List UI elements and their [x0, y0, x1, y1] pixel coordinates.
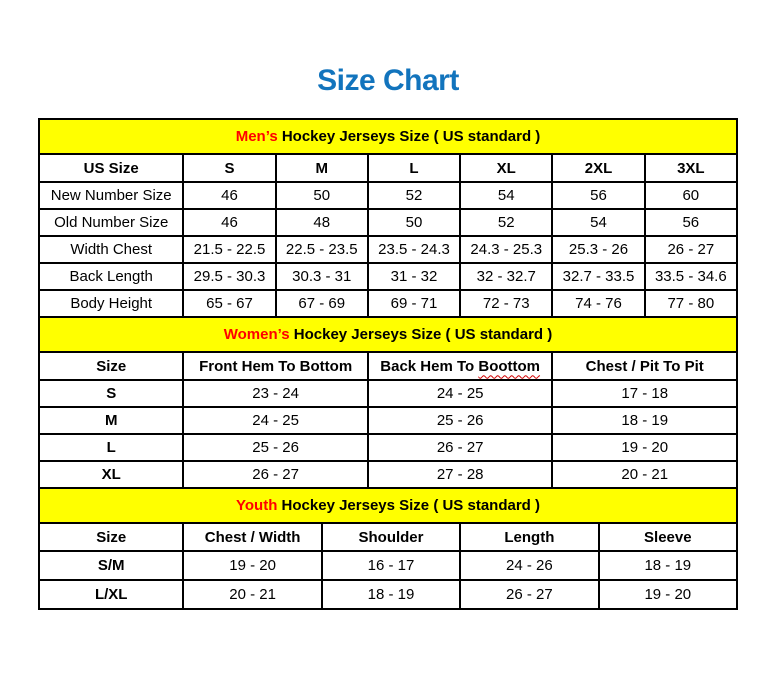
value-cell: 46 [183, 209, 275, 236]
value-cell: 24 - 26 [460, 551, 598, 580]
table-row [39, 263, 737, 290]
column-header: XL [460, 154, 552, 182]
column-header: Back Hem To Boottom [368, 352, 553, 380]
section-banner-womens [39, 317, 737, 352]
column-header: Size [39, 352, 183, 380]
value-cell: 56 [552, 182, 644, 209]
value-cell: 54 [460, 182, 552, 209]
value-cell: 18 - 19 [552, 407, 737, 434]
size-table-womens [38, 316, 738, 489]
value-cell: 67 - 69 [276, 290, 368, 317]
value-cell: 60 [645, 182, 737, 209]
column-header: Chest / Pit To Pit [552, 352, 737, 380]
table-row [39, 182, 737, 209]
table-row [39, 209, 737, 236]
row-label: S [39, 380, 183, 407]
column-header: US Size [39, 154, 183, 182]
column-header: Shoulder [322, 523, 460, 551]
value-cell: 27 - 28 [368, 461, 553, 488]
column-header: Size [39, 523, 183, 551]
row-label: Width Chest [39, 236, 183, 263]
value-cell: 46 [183, 182, 275, 209]
section-title-highlight: Women’s [223, 326, 290, 343]
section-title-rest: Hockey Jerseys Size ( US standard ) [277, 497, 540, 514]
value-cell: 24 - 25 [183, 407, 368, 434]
row-label: Body Height [39, 290, 183, 317]
table-row [39, 380, 737, 407]
section-title-highlight: Youth [236, 497, 278, 514]
value-cell: 25 - 26 [183, 434, 368, 461]
column-header: Front Hem To Bottom [183, 352, 368, 380]
row-label: L/XL [39, 580, 183, 609]
row-label: Back Length [39, 263, 183, 290]
page-title: Size Chart [317, 64, 459, 97]
section-banner-youth [39, 488, 737, 523]
value-cell: 26 - 27 [460, 580, 598, 609]
value-cell: 74 - 76 [552, 290, 644, 317]
column-header: 3XL [645, 154, 737, 182]
table-row [39, 290, 737, 317]
value-cell: 26 - 27 [645, 236, 737, 263]
value-cell: 23.5 - 24.3 [368, 236, 460, 263]
value-cell: 50 [276, 182, 368, 209]
column-header: Length [460, 523, 598, 551]
size-table-youth [38, 487, 738, 610]
value-cell: 56 [645, 209, 737, 236]
value-cell: 25 - 26 [368, 407, 553, 434]
table-row [39, 434, 737, 461]
value-cell: 16 - 17 [322, 551, 460, 580]
column-header: Sleeve [599, 523, 737, 551]
row-label: S/M [39, 551, 183, 580]
table-row [39, 461, 737, 488]
value-cell: 22.5 - 23.5 [276, 236, 368, 263]
table-row [39, 407, 737, 434]
size-chart-page [38, 0, 738, 610]
table-row [39, 236, 737, 263]
column-header: 2XL [552, 154, 644, 182]
value-cell: 54 [552, 209, 644, 236]
row-label: New Number Size [39, 182, 183, 209]
value-cell: 48 [276, 209, 368, 236]
value-cell: 17 - 18 [552, 380, 737, 407]
value-cell: 18 - 19 [322, 580, 460, 609]
value-cell: 25.3 - 26 [552, 236, 644, 263]
row-label: L [39, 434, 183, 461]
value-cell: 20 - 21 [183, 580, 321, 609]
sections [38, 118, 738, 610]
section-title-rest: Hockey Jerseys Size ( US standard ) [289, 326, 553, 343]
header-row [39, 523, 737, 551]
table-row [39, 580, 737, 609]
section-title-rest: Hockey Jerseys Size ( US standard ) [277, 128, 541, 145]
value-cell: 21.5 - 22.5 [183, 236, 275, 263]
value-cell: 31 - 32 [368, 263, 460, 290]
value-cell: 24 - 25 [368, 380, 553, 407]
size-table-mens [38, 118, 738, 318]
value-cell: 19 - 20 [183, 551, 321, 580]
value-cell: 20 - 21 [552, 461, 737, 488]
value-cell: 23 - 24 [183, 380, 368, 407]
value-cell: 50 [368, 209, 460, 236]
value-cell: 52 [460, 209, 552, 236]
value-cell: 65 - 67 [183, 290, 275, 317]
column-header: Chest / Width [183, 523, 321, 551]
row-label: XL [39, 461, 183, 488]
header-row [39, 352, 737, 380]
value-cell: 69 - 71 [368, 290, 460, 317]
column-header: L [368, 154, 460, 182]
value-cell: 30.3 - 31 [276, 263, 368, 290]
header-row [39, 154, 737, 182]
row-label: Old Number Size [39, 209, 183, 236]
value-cell: 24.3 - 25.3 [460, 236, 552, 263]
misspelled-word: Boottom [478, 357, 541, 375]
value-cell: 72 - 73 [460, 290, 552, 317]
value-cell: 77 - 80 [645, 290, 737, 317]
value-cell: 29.5 - 30.3 [183, 263, 275, 290]
value-cell: 26 - 27 [183, 461, 368, 488]
value-cell: 18 - 19 [599, 551, 737, 580]
table-row [39, 551, 737, 580]
section-banner-mens [39, 119, 737, 154]
column-header: M [276, 154, 368, 182]
value-cell: 26 - 27 [368, 434, 553, 461]
column-header: S [183, 154, 275, 182]
value-cell: 52 [368, 182, 460, 209]
value-cell: 33.5 - 34.6 [645, 263, 737, 290]
section-title-highlight: Men’s [235, 128, 278, 145]
value-cell: 19 - 20 [552, 434, 737, 461]
value-cell: 19 - 20 [599, 580, 737, 609]
row-label: M [39, 407, 183, 434]
value-cell: 32 - 32.7 [460, 263, 552, 290]
value-cell: 32.7 - 33.5 [552, 263, 644, 290]
